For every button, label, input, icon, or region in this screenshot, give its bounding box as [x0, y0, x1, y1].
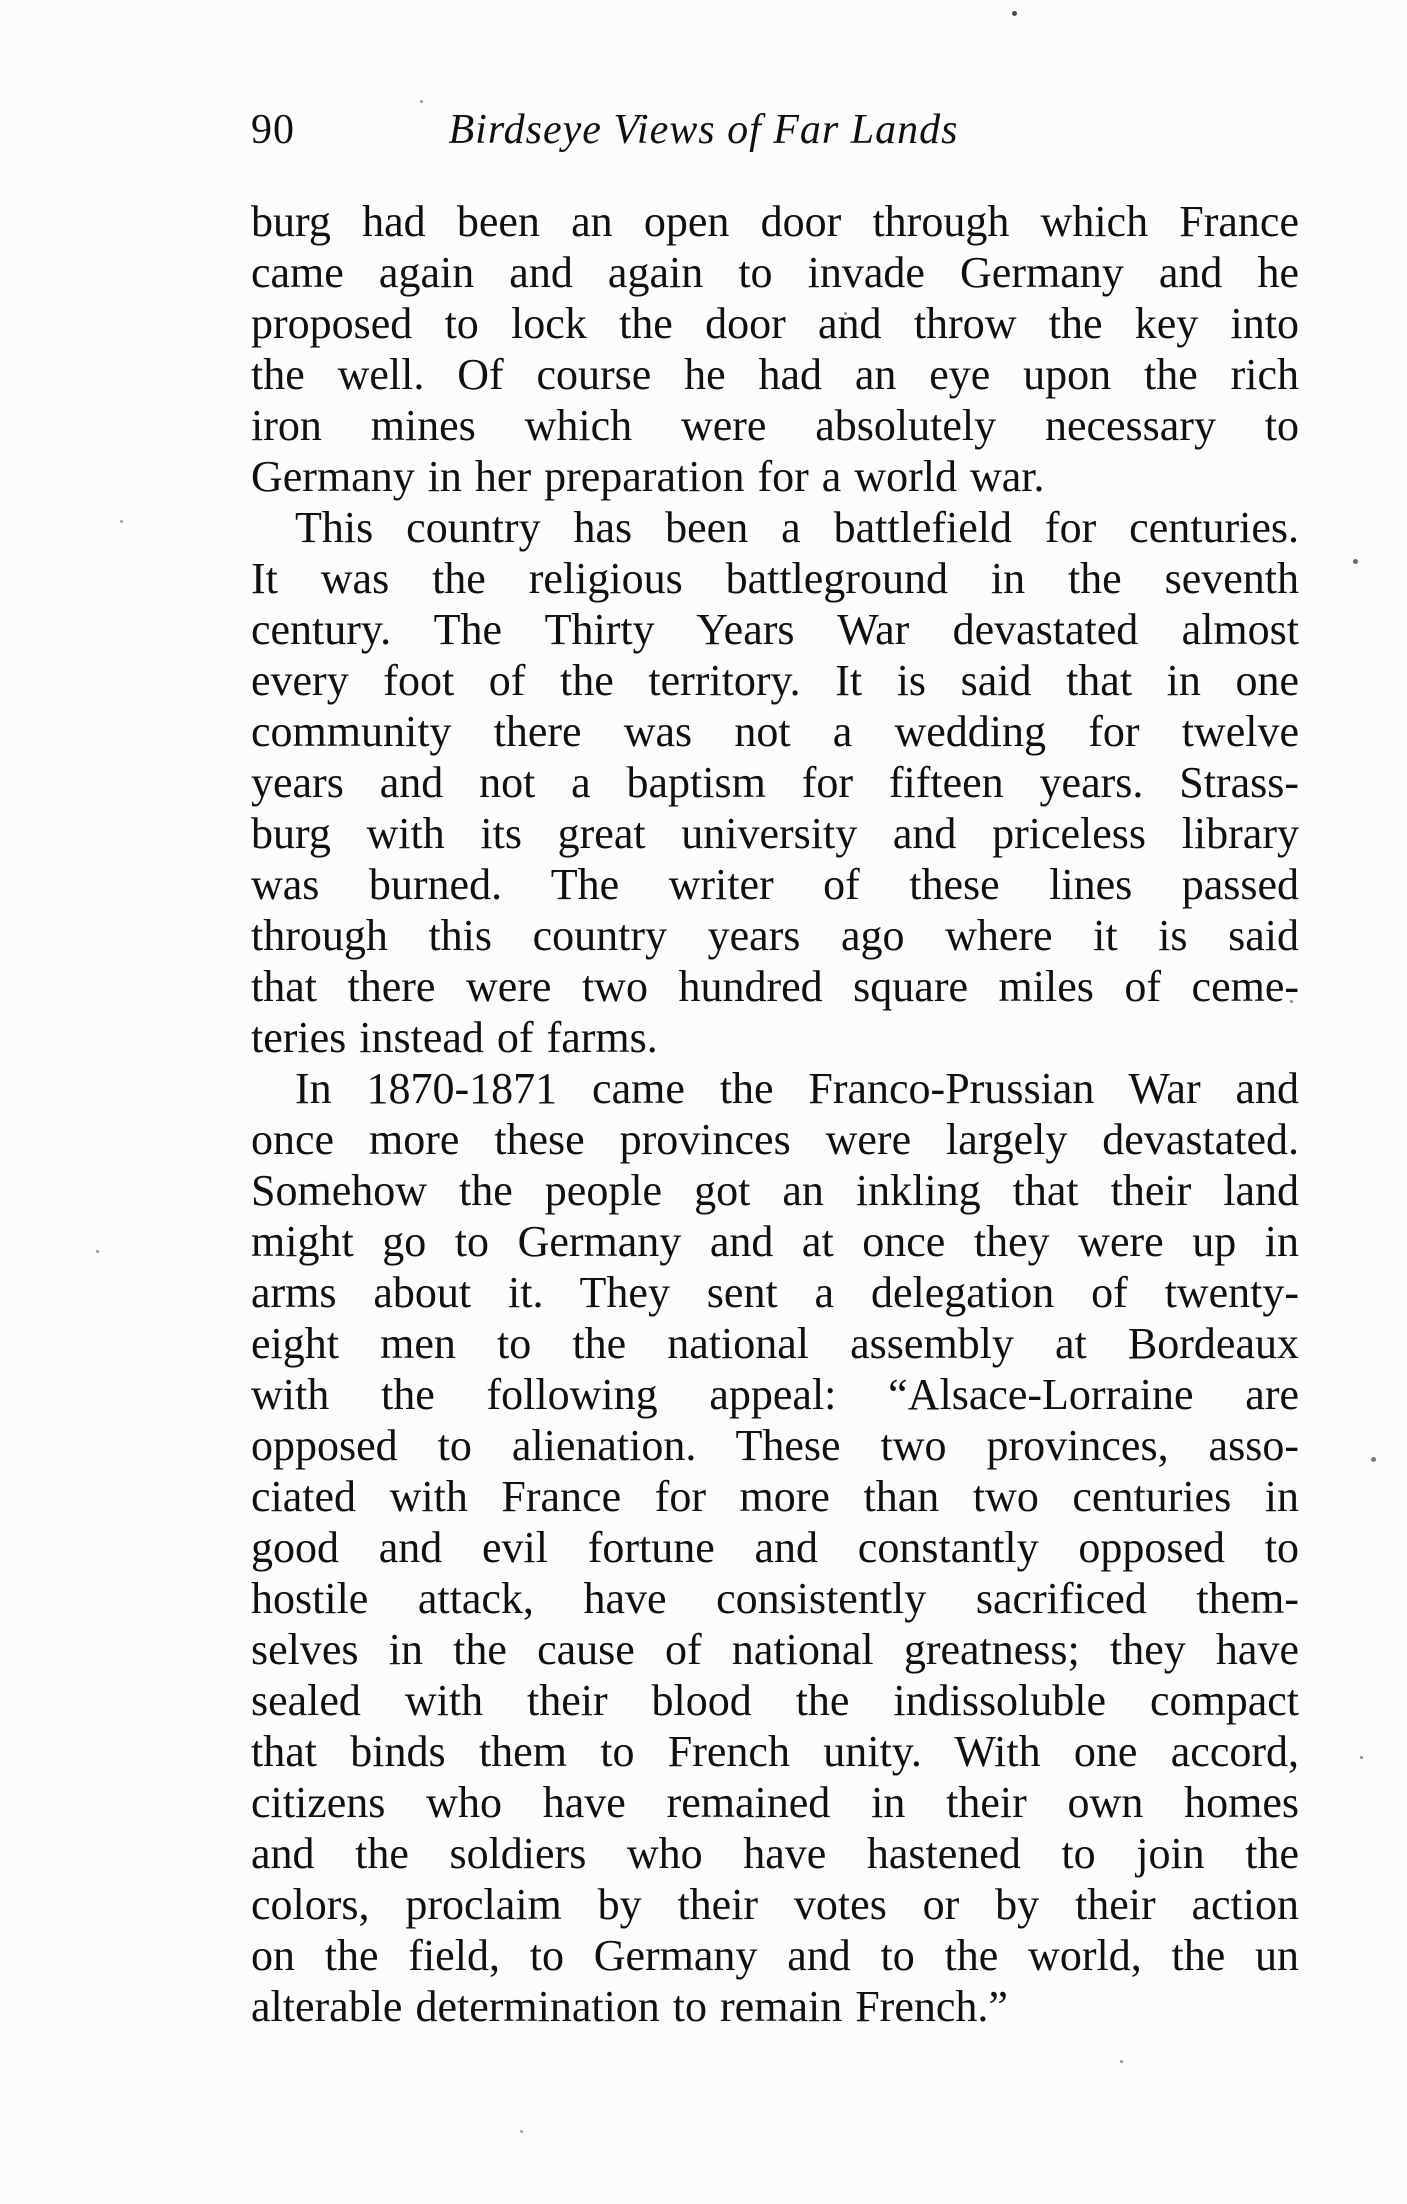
text-line: opposed to alienation. These two provinces, asso- [251, 1421, 1299, 1470]
text-line: and the soldiers who have hastened to join the [251, 1829, 1299, 1878]
text-line: good and evil fortune and constantly opposed to [251, 1523, 1299, 1572]
paragraph [251, 196, 1299, 502]
text-line: century. The Thirty Years War devastated almost [251, 605, 1299, 654]
text-line: that there were two hundred square miles of ceme- [251, 962, 1299, 1011]
text-line: hostile attack, have consistently sacrificed them- [251, 1574, 1299, 1623]
text-line: citizens who have remained in their own homes [251, 1778, 1299, 1827]
text-line: This country has been a battlefield for centuries. [295, 503, 1299, 552]
running-title: Birdseye Views of Far Lands [448, 107, 959, 153]
text-line: years and not a baptism for fifteen years. Strass- [251, 758, 1299, 807]
text-line: iron mines which were absolutely necessary to [251, 401, 1299, 450]
text-line: through this country years ago where it is said [251, 911, 1299, 960]
text-line: Germany in her preparation for a world war. [251, 452, 1045, 501]
text-line: burg with its great university and priceless library [251, 809, 1299, 858]
text-line: sealed with their blood the indissoluble compact [251, 1676, 1299, 1725]
text-line: came again and again to invade Germany and he [251, 248, 1299, 297]
text-line: eight men to the national assembly at Bordeaux [251, 1319, 1299, 1368]
page-header [0, 104, 1407, 156]
text-line: colors, proclaim by their votes or by their action [251, 1880, 1299, 1929]
text-line: community there was not a wedding for twelve [251, 707, 1299, 756]
text-line: proposed to lock the door and throw the key into [251, 299, 1299, 348]
text-line: ciated with France for more than two centuries in [251, 1472, 1299, 1521]
paragraph [251, 1063, 1299, 2032]
text-line: Somehow the people got an inkling that their land [251, 1166, 1299, 1215]
text-line: was burned. The writer of these lines passed [251, 860, 1299, 909]
paragraph [251, 502, 1299, 1063]
page-number: 90 [251, 107, 295, 153]
text-line: burg had been an open door through which France [251, 197, 1299, 246]
text-line: arms about it. They sent a delegation of twenty- [251, 1268, 1299, 1317]
text-line: might go to Germany and at once they were up in [251, 1217, 1299, 1266]
text-line: on the field, to Germany and to the world, the un [251, 1931, 1299, 1980]
scan-speckles [0, 0, 3, 3]
text-line: with the following appeal: “Alsace-Lorraine are [251, 1370, 1299, 1419]
text-line: that binds them to French unity. With one accord, [251, 1727, 1299, 1776]
text-line: It was the religious battleground in the seventh [251, 554, 1299, 603]
body-text [251, 196, 1299, 2032]
text-line: once more these provinces were largely devastated. [251, 1115, 1299, 1164]
text-line: alterable determination to remain French.” [251, 1982, 1008, 2031]
text-line: the well. Of course he had an eye upon the rich [251, 350, 1299, 399]
text-line: every foot of the territory. It is said that in one [251, 656, 1299, 705]
text-line: In 1870-1871 came the Franco-Prussian War and [295, 1064, 1299, 1113]
text-line: teries instead of farms. [251, 1013, 658, 1062]
text-line: selves in the cause of national greatness; they have [251, 1625, 1299, 1674]
